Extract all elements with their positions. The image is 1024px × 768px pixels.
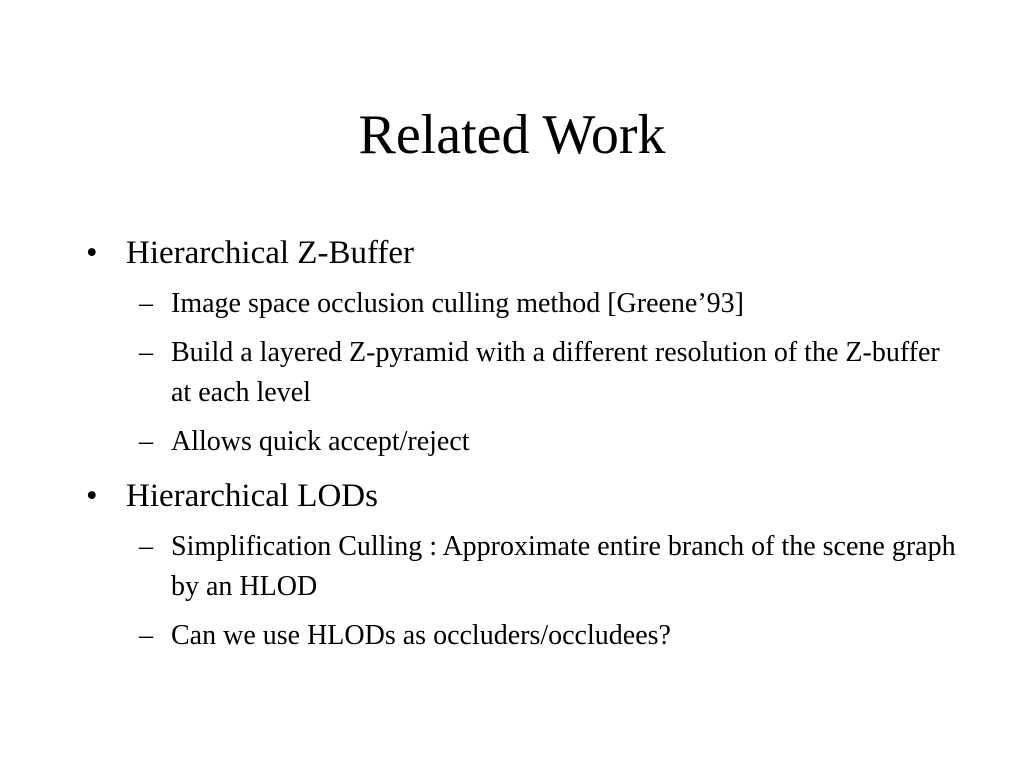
sub-item — [86, 422, 966, 462]
sub-item — [86, 527, 966, 607]
dash-marker: – — [139, 337, 153, 368]
sub-item-text: Build a layered Z-pyramid with a different resolution of the Z-buffer at each level — [171, 337, 940, 408]
sub-item-text: Allows quick accept/reject — [171, 426, 470, 457]
slide-title: Related Work — [358, 104, 666, 166]
dash-marker: – — [139, 288, 153, 319]
bullet-item — [86, 471, 966, 521]
sub-item-text: Image space occlusion culling method [Greene’93] — [171, 288, 745, 319]
bullet-text: Hierarchical LODs — [126, 478, 378, 514]
sub-item — [86, 616, 966, 656]
dash-marker: – — [139, 620, 153, 651]
slide-content — [86, 228, 966, 665]
bullet-item — [86, 228, 966, 278]
sub-item — [86, 284, 966, 324]
sub-list — [86, 527, 966, 656]
bullet-marker: • — [86, 235, 98, 271]
dash-marker: – — [139, 426, 153, 457]
sub-list — [86, 284, 966, 462]
sub-item-text: Simplification Culling : Approximate entire branch of the scene graph by an HLOD — [171, 531, 956, 602]
bullet-text: Hierarchical Z-Buffer — [126, 235, 414, 271]
sub-item-text: Can we use HLODs as occluders/occludees? — [171, 620, 671, 651]
dash-marker: – — [139, 531, 153, 562]
bullet-marker: • — [86, 478, 98, 514]
sub-item — [86, 333, 966, 413]
